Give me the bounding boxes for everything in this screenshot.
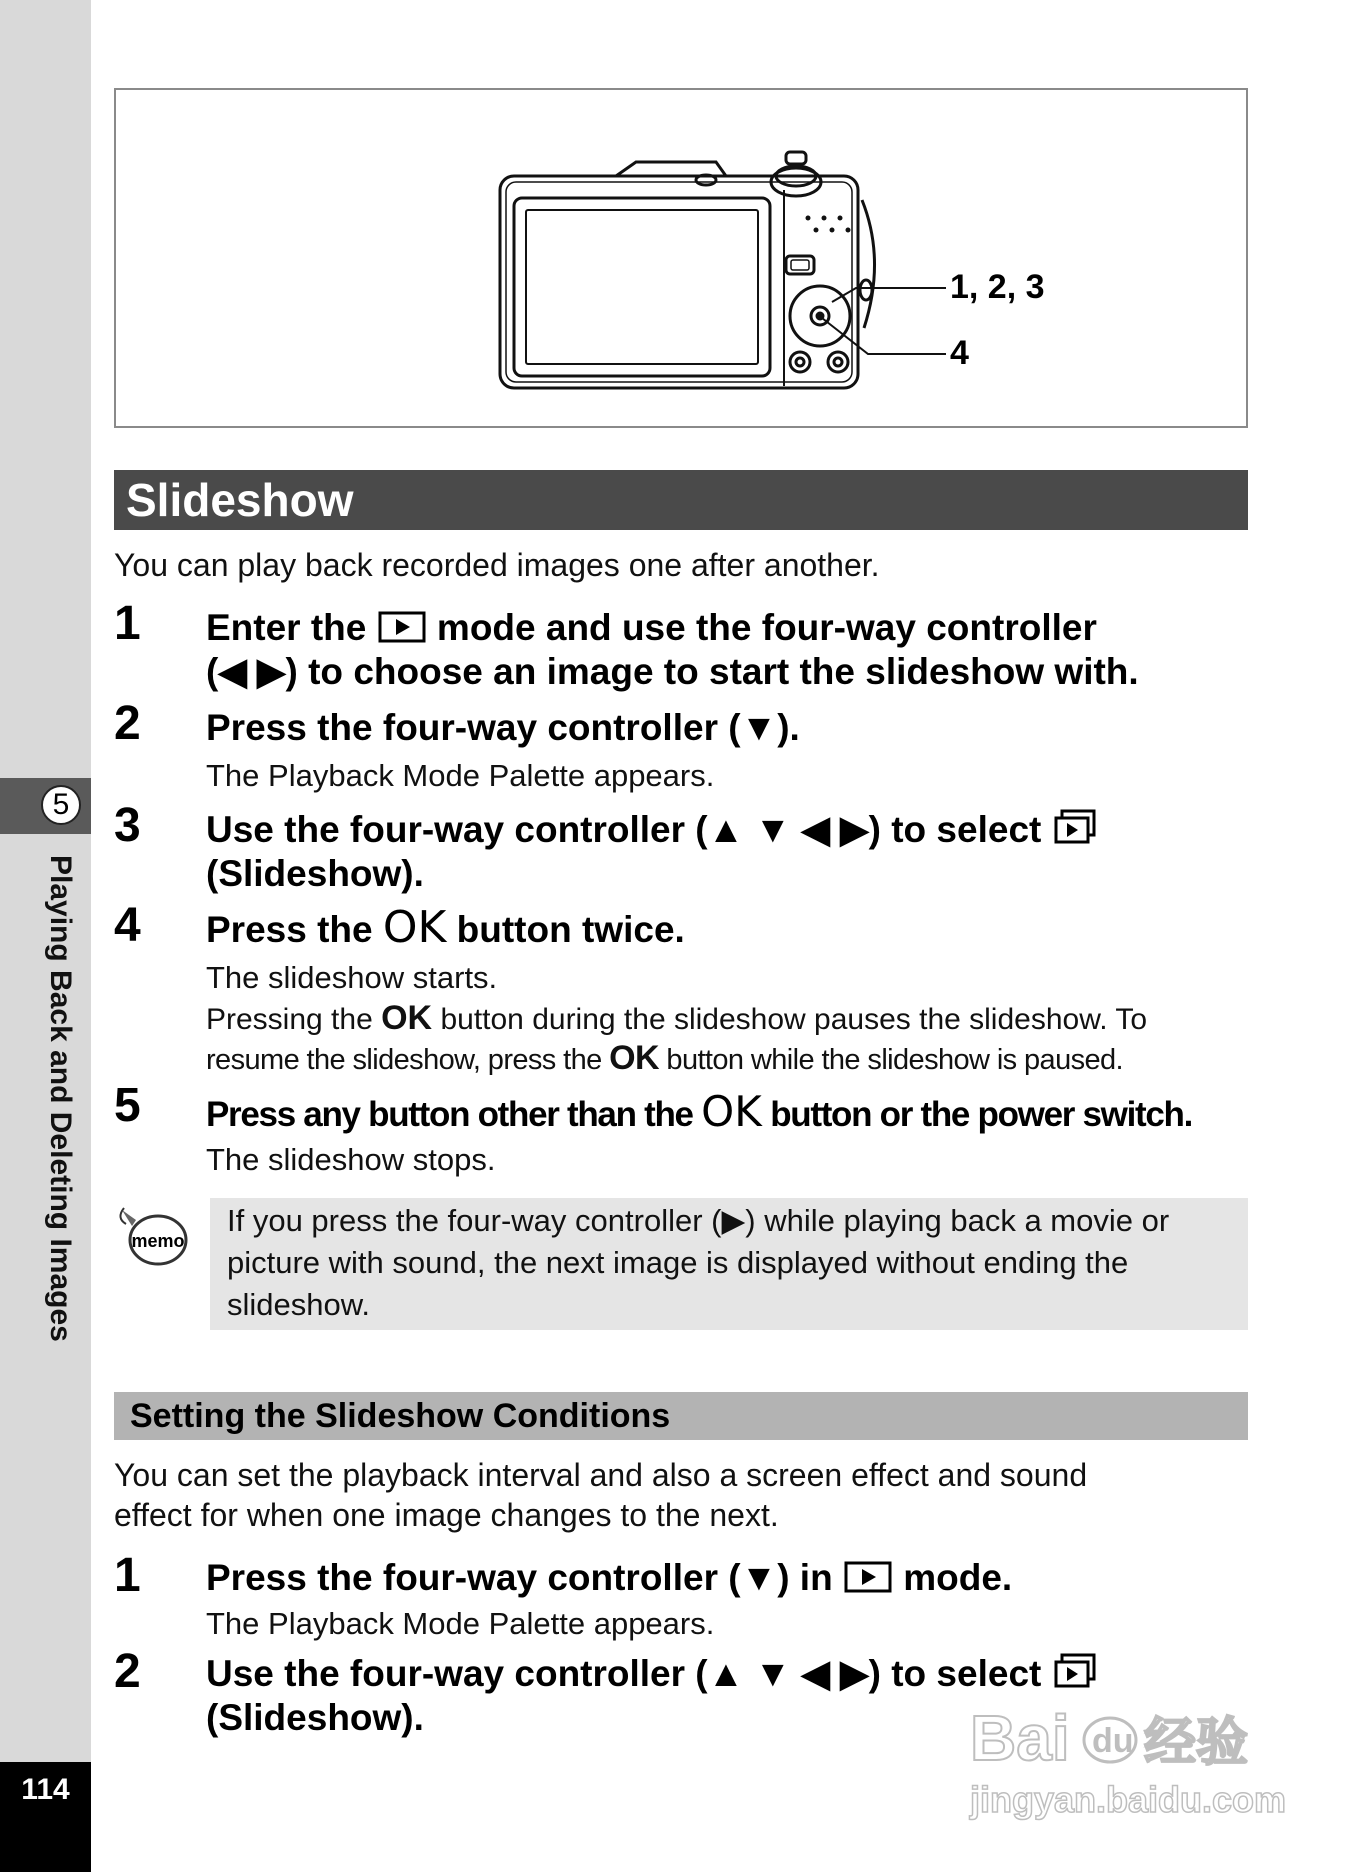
- ok-button-label: OK: [701, 1087, 762, 1136]
- step-text: Press the: [206, 909, 373, 950]
- step-note-text: resume the slideshow, press the: [206, 1044, 602, 1076]
- slideshow-icon: [1052, 1652, 1098, 1690]
- step-text: button or the power switch.: [770, 1095, 1193, 1134]
- section-intro: You can play back recorded images one after another.: [114, 547, 880, 583]
- watermark-brand: Bai: [970, 1702, 1070, 1774]
- step-note: The Playback Mode Palette appears.: [206, 1606, 715, 1641]
- step-number: 2: [114, 697, 141, 750]
- baidu-watermark-icon: [960, 1690, 1290, 1840]
- step-text: mode.: [903, 1557, 1013, 1598]
- watermark-brand-b: du: [1092, 1722, 1134, 1760]
- step-text: Enter the: [206, 607, 367, 648]
- camera-figure: [114, 88, 1248, 428]
- step-heading: [206, 1087, 1193, 1137]
- step-note: The slideshow stops.: [206, 1142, 496, 1177]
- step-number: 3: [114, 799, 141, 852]
- step-number: 4: [114, 899, 141, 952]
- step-heading: [206, 606, 1097, 650]
- watermark-url: jingyan.baidu.com: [970, 1779, 1287, 1820]
- chapter-title: Playing Back and Deleting Images: [44, 855, 77, 1342]
- step-text: button twice.: [456, 909, 685, 950]
- memo-icon: [114, 1204, 190, 1270]
- memo-icon-label: memo: [131, 1231, 185, 1251]
- step-note-text: button while the slideshow is paused.: [666, 1044, 1124, 1076]
- watermark-brand-cn: 经验: [1144, 1713, 1249, 1773]
- step-heading: [206, 902, 685, 953]
- chapter-number: 5: [41, 785, 81, 825]
- step-text: Press the four-way controller (▼) in: [206, 1557, 833, 1598]
- step-number: 1: [114, 597, 141, 650]
- subsection-intro: You can set the playback interval and also a screen effect and sound: [114, 1457, 1088, 1493]
- step-number: 5: [114, 1079, 141, 1132]
- step-note-text: Pressing the: [206, 1003, 373, 1036]
- step-number: 1: [114, 1549, 141, 1602]
- step-note: [206, 1038, 1123, 1080]
- step-note-text: button during the slideshow pauses the slideshow. To: [440, 1003, 1148, 1036]
- memo-text: If you press the four-way controller (▶) while playing back a movie or picture with sound, the next image is displayed without ending the slideshow.: [227, 1203, 1170, 1322]
- callout-steps-1-2-3: 1, 2, 3: [950, 268, 1045, 306]
- subsection-intro: effect for when one image changes to the next.: [114, 1497, 779, 1533]
- step-text: Use the four-way controller (▲ ▼ ◀ ▶) to select: [206, 1653, 1042, 1694]
- step-heading: [206, 1556, 1012, 1600]
- slideshow-icon: [1052, 808, 1098, 846]
- step-text: Use the four-way controller (▲ ▼ ◀ ▶) to select: [206, 809, 1042, 850]
- step-note: The slideshow starts.: [206, 960, 498, 995]
- step-text: Press any button other than the: [206, 1095, 693, 1134]
- step-heading: [206, 808, 1098, 852]
- step-heading: Press the four-way controller (▼).: [206, 707, 800, 748]
- step-note: The Playback Mode Palette appears.: [206, 758, 715, 793]
- playback-mode-icon: [377, 610, 427, 644]
- step-heading-cont: (◀ ▶) to choose an image to start the slideshow with.: [206, 651, 1139, 692]
- subsection-title: Setting the Slideshow Conditions: [130, 1397, 671, 1435]
- playback-mode-icon: [843, 1560, 893, 1594]
- callout-step-4: 4: [950, 334, 969, 372]
- page-number: 114: [21, 1773, 70, 1806]
- camera-illustration-icon: [116, 90, 1250, 430]
- step-note: [206, 998, 1147, 1040]
- step-heading-cont: (Slideshow).: [206, 1697, 424, 1738]
- ok-button-label: OK: [609, 1039, 659, 1077]
- ok-button-label: OK: [382, 902, 447, 953]
- step-text: mode and use the four-way controller: [436, 607, 1097, 648]
- step-number: 2: [114, 1645, 141, 1698]
- section-title: Slideshow: [126, 474, 354, 526]
- ok-button-label: OK: [381, 999, 433, 1037]
- step-heading-cont: (Slideshow).: [206, 853, 424, 894]
